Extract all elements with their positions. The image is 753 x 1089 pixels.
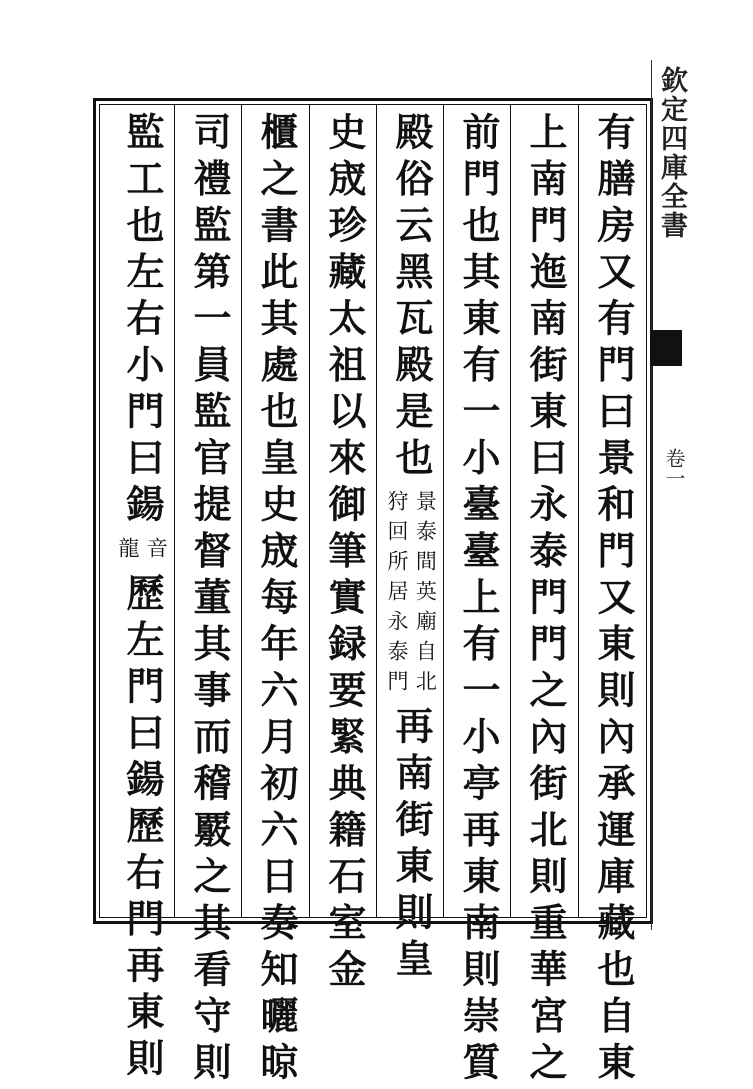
column-text: 前門也其東有一小臺臺上有一小亭再東南則崇質	[456, 112, 501, 1089]
column-text: 上南門迤南街東曰永泰門門之內街北則重華宮之	[523, 112, 568, 1089]
note-line-left: 龍	[116, 536, 140, 567]
column-text: 再南街東則皇	[389, 706, 434, 985]
fish-tail-mark	[650, 330, 682, 366]
column-rule	[510, 104, 511, 918]
text-column-2	[514, 112, 576, 1089]
text-column-1	[582, 112, 644, 1089]
note-line-right: 景泰間英廟自北	[413, 490, 438, 700]
interlinear-note	[383, 490, 440, 700]
text-column-6	[245, 112, 307, 1089]
text-column-7	[178, 112, 240, 1089]
text-column-8	[111, 112, 173, 1084]
margin-volume: 卷一	[662, 448, 686, 488]
column-rule	[376, 104, 377, 918]
column-rule	[241, 104, 242, 918]
column-text: 史宬珍藏太祖以來御筆實録要緊典籍石室金	[322, 112, 367, 996]
note-line-right: 音	[144, 536, 169, 567]
margin-book-title: 欽定四庫全書	[656, 66, 687, 240]
column-text: 有膳房又有門曰景和門又東則內承運庫藏也自東	[591, 112, 636, 1089]
column-rule	[174, 104, 175, 918]
note-line-left: 狩回所居永泰門	[385, 490, 409, 700]
pronunciation-note	[114, 537, 171, 567]
column-rule	[443, 104, 444, 918]
text-column-3	[447, 112, 509, 1089]
column-text: 殿俗云黑瓦殿是也	[389, 112, 434, 484]
column-text: 司禮監第一員監官提督董其事而稽覈之其看守則	[187, 112, 232, 1089]
column-text: 監工也左右小門曰鍚	[120, 112, 165, 531]
column-rule	[309, 104, 310, 918]
text-column-5	[313, 112, 375, 996]
text-column-4	[380, 112, 442, 985]
column-text: 櫃之書此其處也皇史宬每年六月初六日奏知曬晾	[254, 112, 299, 1089]
column-rule	[578, 104, 579, 918]
column-text: 歷左門曰鍚歷右門再東則	[120, 572, 165, 1084]
